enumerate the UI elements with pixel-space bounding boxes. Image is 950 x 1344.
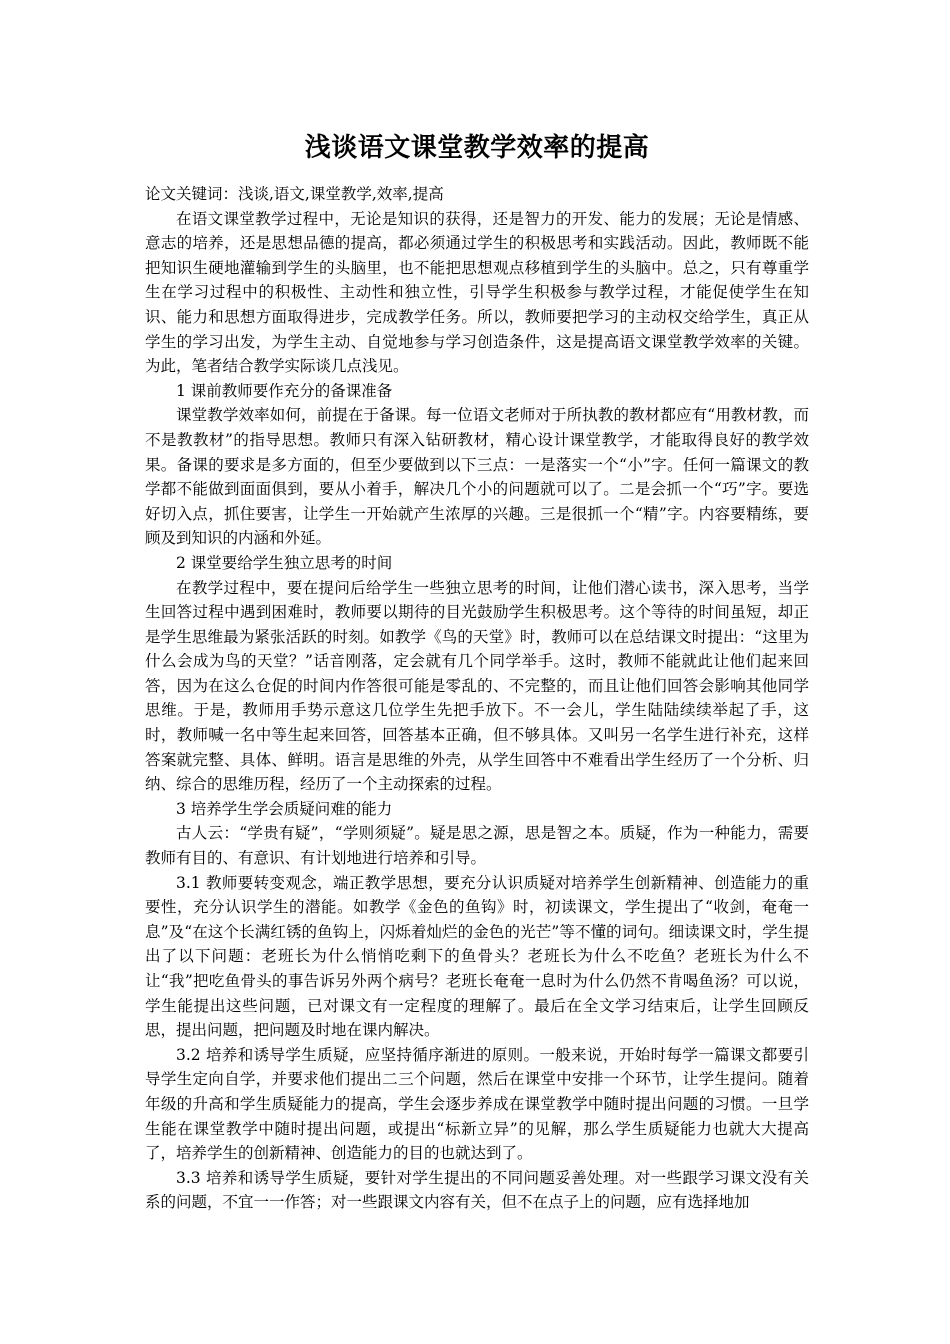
paragraph: 在教学过程中，要在提问后给学生一些独立思考的时间，让他们潜心读书，深入思考，当学生回答过程中遇到困难时，教师要以期待的目光鼓励学生积极思考。这个等待的时间虽短，却正是学生思维最为紧张活跃的时刻。如教学《鸟的天堂》时，教师可以在总结课文时提出：“这里为什么会成为鸟的天堂？”话音刚落，定会就有几个同学举手。这时，教师不能就此让他们起来回答，因为在这么仓促的时间内作答很可能是零乱的、不完整的，而且让他们回答会影响其他同学思维。于是，教师用手势示意这几位学生先把手放下。不一会儿，学生陆陆续续举起了手，这时，教师喊一名中等生起来回答，回答基本正确，但不够具体。又叫另一名学生进行补充，这样答案就完整、具体、鲜明。语言是思维的外壳，从学生回答中不难看出学生经历了一个分析、归纳、综合的思维历程，经历了一个主动探索的过程。 bbox=[145, 578, 809, 794]
paragraph: 课堂教学效率如何，前提在于备课。每一位语文老师对于所执教的教材都应有“用教材教，而不是教教材”的指导思想。教师只有深入钻研教材，精心设计课堂教学，才能取得良好的教学效果。备课的要求是多方面的，但至少要做到以下三点：一是落实一个“小”字。任何一篇课文的教学都不能做到面面俱到，要从小着手，解决几个小的问题就可以了。二是会抓一个“巧”字。要选好切入点，抓住要害，让学生一开始就产生浓厚的兴趣。三是很抓一个“精”字。内容要精练，要顾及到知识的内涵和外延。 bbox=[145, 406, 809, 548]
keywords-line: 论文关键词：浅谈,语文,课堂教学,效率,提高 bbox=[145, 185, 444, 203]
page-title: 浅谈语文课堂教学效率的提高 bbox=[304, 133, 650, 163]
paragraph: 3.2 培养和诱导学生质疑，应坚持循序渐进的原则。一般来说，开始时每学一篇课文都要引导学生定向自学，并要求他们提出二三个问题，然后在课堂中安排一个环节，让学生提问。随着年级的升高和学生质疑能力的提高，学生会逐步养成在课堂教学中随时提出问题的习惯。一旦学生能在课堂教学中随时提出问题，或提出“标新立异”的见解，那么学生质疑能力也就大大提高了，培养学生的创新精神、创造能力的目的也就达到了。 bbox=[145, 1045, 809, 1163]
paragraph: 3.3 培养和诱导学生质疑，要针对学生提出的不同问题妥善处理。对一些跟学习课文没有关系的问题，不宜一一作答；对一些跟课文内容有关，但不在点子上的问题，应有选择地加 bbox=[145, 1168, 809, 1212]
section-heading: 1 课前教师要作充分的备课准备 bbox=[176, 381, 393, 400]
section-heading: 2 课堂要给学生独立思考的时间 bbox=[176, 553, 393, 572]
paragraph: 3.1 教师要转变观念，端正教学思想，要充分认识质疑对培养学生创新精神、创造能力的重要性，充分认识学生的潜能。如教学《金色的鱼钩》时，初读课文，学生提出了“收剑，奄奄一息”及“在这个长满红锈的鱼钩上，闪烁着灿烂的金色的光芒”等不懂的词句。细读课文时，学生提出了以下问题：老班长为什么悄悄吃剩下的鱼骨头？老班长为什么不吃鱼？老班长为什么不让“我”把吃鱼骨头的事告诉另外两个病号？老班长奄奄一息时为什么仍然不肯喝鱼汤？可以说，学生能提出这些问题，已对课文有一定程度的理解了。最后在全文学习结束后，让学生回顾反思，提出问题，把问题及时地在课内解决。 bbox=[145, 873, 809, 1040]
document-body bbox=[145, 128, 809, 1215]
section-heading: 3 培养学生学会质疑问难的能力 bbox=[176, 799, 393, 818]
paragraph: 古人云：“学贵有疑”，“学则须疑”。疑是思之源，思是智之本。质疑，作为一种能力，需要教师有目的、有意识、有计划地进行培养和引导。 bbox=[145, 824, 809, 868]
article-text bbox=[145, 207, 809, 1215]
paragraph: 在语文课堂教学过程中，无论是知识的获得，还是智力的开发、能力的发展；无论是情感、意志的培养，还是思想品德的提高，都必须通过学生的积极思考和实践活动。因此，教师既不能把知识生硬地灌输到学生的头脑里，也不能把思想观点移植到学生的头脑中。总之，只有尊重学生在学习过程中的积极性、主动性和独立性，引导学生积极参与教学过程，才能促使学生在知识、能力和思想方面取得进步，完成教学任务。所以，教师要把学习的主动权交给学生，真正从学生的学习出发，为学生主动、自觉地参与学习创造条件，这是提高语文课堂教学效率的关键。为此，笔者结合教学实际谈几点浅见。 bbox=[145, 209, 809, 376]
